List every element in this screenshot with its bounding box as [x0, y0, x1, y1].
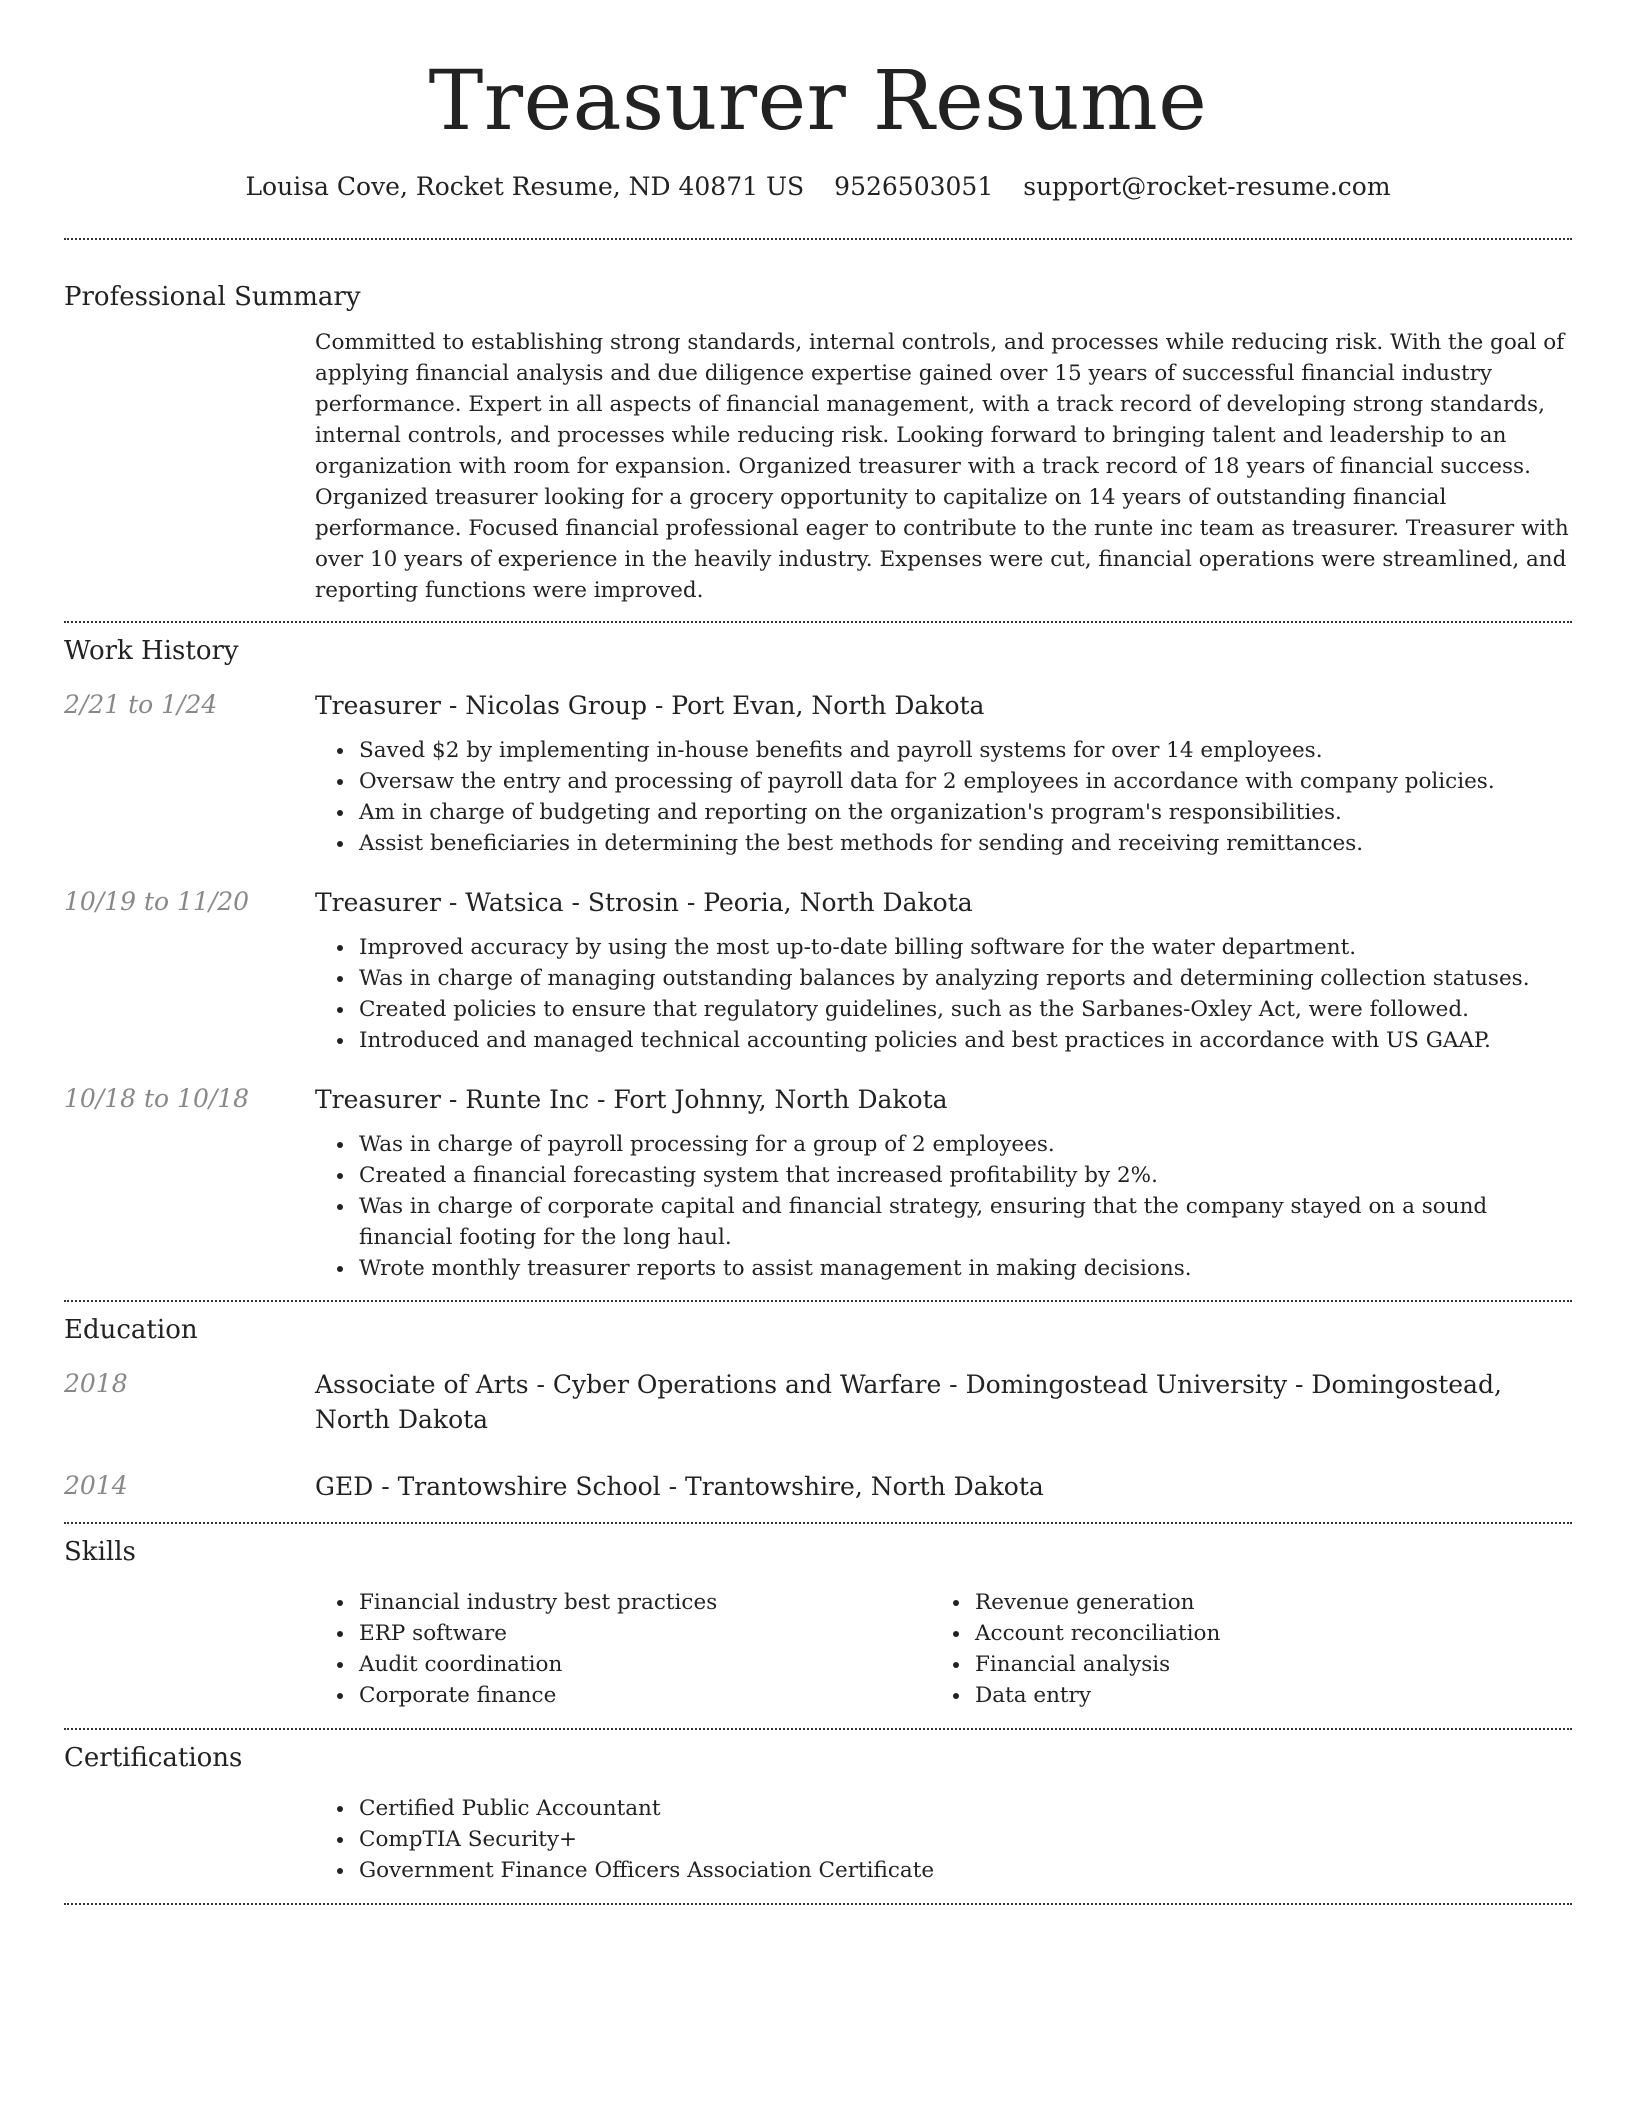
section-heading-work: Work History [64, 636, 239, 666]
job-bullet: Oversaw the entry and processing of payroll data for 2 employees in accordance with company policies. [359, 766, 1572, 797]
job-bullets-container [315, 735, 1572, 859]
skill-item: Revenue generation [975, 1587, 1547, 1618]
certification-item: CompTIA Security+ [359, 1824, 1572, 1855]
job-bullet: Was in charge of payroll processing for a group of 2 employees. [359, 1129, 1572, 1160]
job-dates: 10/19 to 11/20 [64, 887, 250, 916]
skill-item: Account reconciliation [975, 1618, 1547, 1649]
section-heading-education: Education [64, 1315, 198, 1345]
job-dates: 2/21 to 1/24 [64, 690, 218, 719]
certifications-list [315, 1793, 1572, 1886]
job-title: Treasurer - Runte Inc - Fort Johnny, North Dakota [315, 1085, 948, 1114]
skill-item: Data entry [975, 1680, 1547, 1711]
skills-column-left [315, 1587, 931, 1711]
summary-section [64, 240, 1572, 606]
education-section [64, 1302, 1572, 1504]
job-entry [64, 688, 1572, 859]
contact-phone: 9526503051 [834, 172, 994, 201]
summary-text: Committed to establishing strong standards, internal controls, and processes while reducing risk. With the goal of applying financial analysis and due diligence expertise gained over 15 years of successful financial industry performance. Expert in all aspects of financial management, with a track record of developing strong standards, internal controls, and processes while reducing risk. Looking forward to bringing talent and leadership to an organization with room for expansion. Organized treasurer with a track record of 18 years of financial success. Organized treasurer looking for a grocery opportunity to capitalize on 14 years of outstanding financial performance. Focused financial professional eager to contribute to the runte inc team as treasurer. Treasurer with over 10 years of experience in the heavily industry. Expenses were cut, financial operations were streamlined, and reporting functions were improved. [315, 330, 1569, 603]
skill-item: Audit coordination [359, 1649, 931, 1680]
skills-grid [315, 1587, 1572, 1711]
education-text: GED - Trantowshire School - Trantowshire, North Dakota [315, 1472, 1044, 1501]
contact-address: Louisa Cove, Rocket Resume, ND 40871 US [245, 172, 805, 201]
education-year: 2014 [64, 1471, 128, 1500]
job-bullet: Created policies to ensure that regulatory guidelines, such as the Sarbanes-Oxley Act, were followed. [359, 994, 1572, 1025]
job-entry [64, 1082, 1572, 1284]
certifications-section [64, 1730, 1572, 1886]
skill-item: ERP software [359, 1618, 931, 1649]
certifications-content [315, 1793, 1572, 1886]
job-bullet: Assist beneficiaries in determining the best methods for sending and receiving remittances. [359, 828, 1572, 859]
certification-item: Government Finance Officers Association Certificate [359, 1855, 1572, 1886]
education-entry [64, 1367, 1572, 1437]
job-entry [64, 885, 1572, 1056]
summary-content [315, 327, 1572, 606]
job-bullets [315, 932, 1572, 1056]
job-bullet: Introduced and managed technical accounting policies and best practices in accordance with US GAAP. [359, 1025, 1572, 1056]
job-title: Treasurer - Nicolas Group - Port Evan, North Dakota [315, 691, 985, 720]
resume-page [64, 0, 1572, 1905]
section-heading-skills: Skills [64, 1537, 136, 1567]
education-entry [64, 1469, 1572, 1504]
education-text: Associate of Arts - Cyber Operations and Warfare - Domingostead University - Domingostead, North Dakota [315, 1370, 1502, 1434]
job-bullets [315, 1129, 1572, 1284]
job-title: Treasurer - Watsica - Strosin - Peoria, North Dakota [315, 888, 973, 917]
section-heading-summary: Professional Summary [64, 282, 361, 312]
skills-column-right [931, 1587, 1547, 1711]
skill-item: Financial industry best practices [359, 1587, 931, 1618]
work-section [64, 623, 1572, 1284]
divider [64, 1903, 1572, 1905]
section-heading-certifications: Certifications [64, 1743, 243, 1773]
certification-item: Certified Public Accountant [359, 1793, 1572, 1824]
skill-item: Corporate finance [359, 1680, 931, 1711]
job-bullet: Saved $2 by implementing in-house benefits and payroll systems for over 14 employees. [359, 735, 1572, 766]
job-bullet: Was in charge of corporate capital and financial strategy, ensuring that the company stayed on a sound financial footing for the long haul. [359, 1191, 1572, 1253]
job-bullet: Was in charge of managing outstanding balances by analyzing reports and determining collection statuses. [359, 963, 1572, 994]
job-bullets-container [315, 932, 1572, 1056]
education-year: 2018 [64, 1369, 128, 1398]
skills-section [64, 1524, 1572, 1711]
job-dates: 10/18 to 10/18 [64, 1084, 250, 1113]
job-bullet: Improved accuracy by using the most up-to-date billing software for the water department. [359, 932, 1572, 963]
resume-title: Treasurer Resume [428, 54, 1208, 149]
job-bullet: Wrote monthly treasurer reports to assist management in making decisions. [359, 1253, 1572, 1284]
skill-item: Financial analysis [975, 1649, 1547, 1680]
contact-email: support@rocket-resume.com [1023, 172, 1391, 201]
contact-line [64, 170, 1572, 204]
job-bullet: Created a financial forecasting system that increased profitability by 2%. [359, 1160, 1572, 1191]
job-bullets-container [315, 1129, 1572, 1284]
job-bullet: Am in charge of budgeting and reporting on the organization's program's responsibilities. [359, 797, 1572, 828]
job-bullets [315, 735, 1572, 859]
